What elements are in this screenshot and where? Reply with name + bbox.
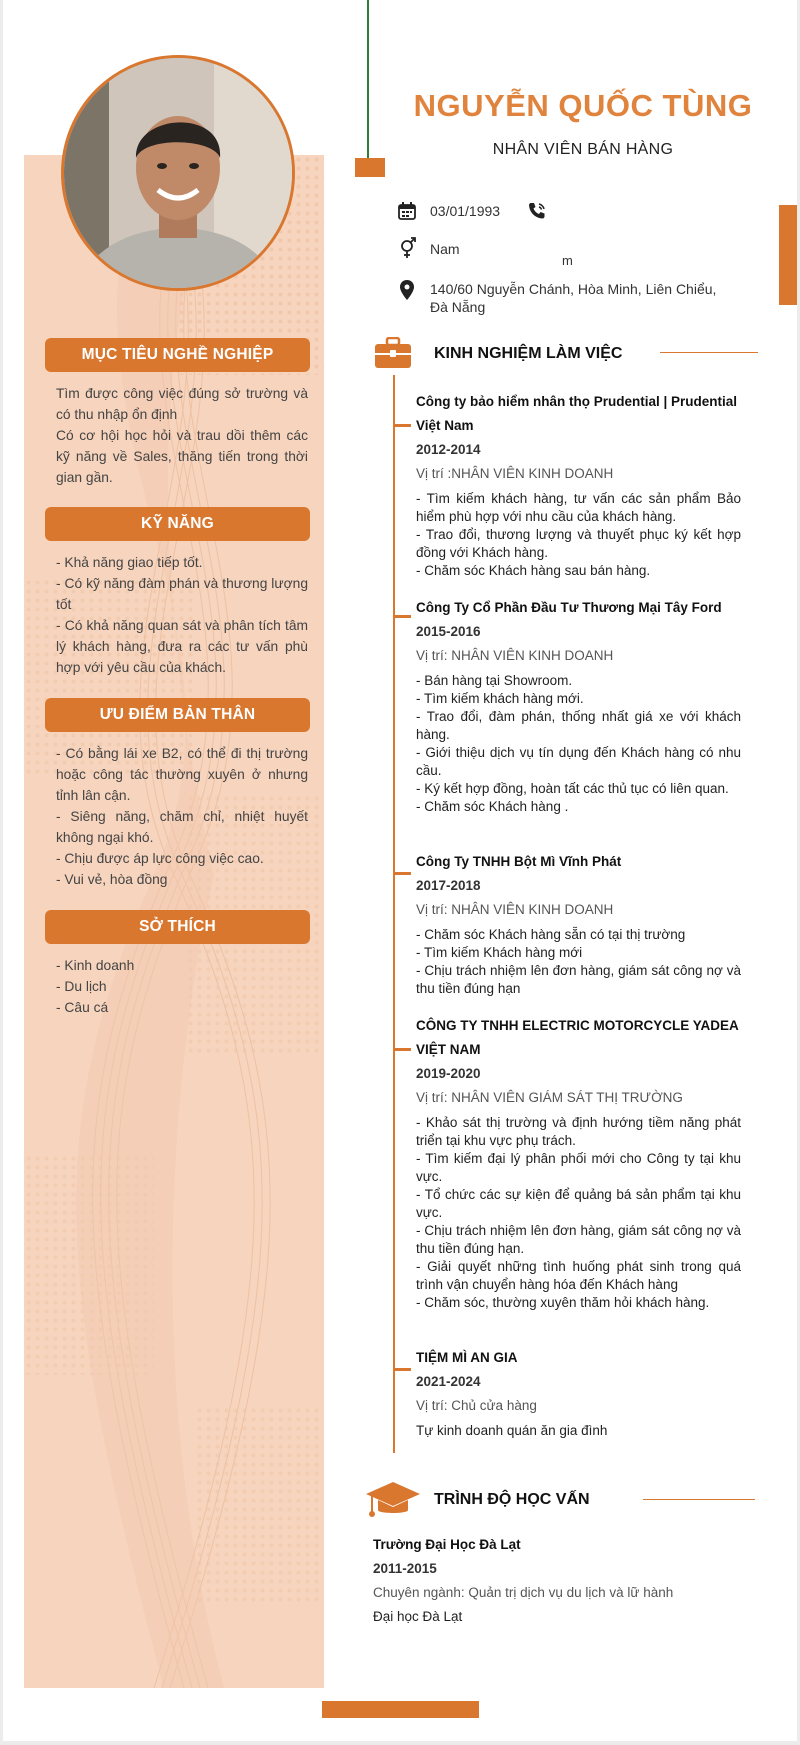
gender-icon (398, 237, 418, 259)
skill-item: - Khả năng giao tiếp tốt. (56, 555, 203, 570)
duty-item: - Tìm kiếm khách hàng mới. (416, 691, 584, 706)
accent-square (355, 158, 385, 177)
cv-page (3, 0, 797, 1741)
hobby-item: - Câu cá (56, 1000, 109, 1015)
hobby-item: - Du lịch (56, 979, 107, 994)
duty-item: - Tổ chức các sự kiện để quảng bá sản phẩm tại khu vực. (416, 1187, 741, 1220)
duty-item: - Chịu trách nhiệm lên đơn hàng, giám sát công nợ và thu tiền đúng hạn (416, 963, 741, 996)
candidate-name: NGUYỄN QUỐC TÙNG (413, 88, 753, 123)
job-entry (416, 1014, 741, 1312)
skills-title: KỸ NĂNG (45, 507, 310, 541)
job-years: 2015-2016 (416, 624, 481, 639)
job-duties (416, 1422, 741, 1440)
duty-item: - Ký kết hợp đồng, hoàn tất các thủ tục có liên quan. (416, 781, 729, 796)
duty-item: - Tìm kiếm Khách hàng mới (416, 945, 583, 960)
skill-item: - Có khả năng quan sát và phân tích tâm lý khách hàng, đưa ra các tư vấn phù hợp với yêu cầu của khách. (56, 618, 308, 675)
duty-item: Tự kinh doanh quán ăn gia đình (416, 1423, 608, 1438)
graduation-cap-icon (364, 1480, 422, 1522)
education-entry (373, 1533, 753, 1627)
duty-item: - Tìm kiếm khách hàng, tư vấn các sản phẩm Bảo hiểm phù hợp với nhu cầu của khách hàng. (416, 491, 741, 524)
job-position: Vị trí: NHÂN VIÊN KINH DOANH (416, 648, 614, 663)
skill-item: - Có kỹ năng đàm phán và thương lượng tốt (56, 576, 308, 612)
job-duties (416, 672, 741, 816)
timeline-tick (393, 1048, 411, 1051)
calendar-icon (398, 202, 416, 220)
job-company: Công ty bảo hiểm nhân thọ Prudential | Prudential Việt Nam (416, 394, 738, 433)
duty-item: - Chăm sóc Khách hàng . (416, 799, 569, 814)
hobbies-list (56, 955, 308, 1018)
skills-list (56, 552, 308, 678)
objective-text (56, 383, 308, 488)
duty-item: - Bán hàng tại Showroom. (416, 673, 573, 688)
education-school: Trường Đại Học Đà Lạt (373, 1537, 521, 1552)
hobby-item: - Kinh doanh (56, 958, 135, 973)
job-position: Vị trí: Chủ cửa hàng (416, 1398, 537, 1413)
briefcase-icon (374, 337, 412, 369)
address-line-1: 140/60 Nguyễn Chánh, Hòa Minh, Liên Chiểu, (430, 281, 717, 297)
job-years: 2019-2020 (416, 1066, 481, 1081)
duty-item: - Chăm sóc Khách hàng sẵn có tại thị trường (416, 927, 686, 942)
duty-item: - Giới thiệu dịch vụ tín dụng đến Khách hàng có nhu cầu. (416, 745, 741, 778)
contact-fragment: m (562, 253, 573, 268)
job-position: Vị trí :NHÂN VIÊN KINH DOANH (416, 466, 614, 481)
education-heading: TRÌNH ĐỘ HỌC VẤN (434, 1491, 590, 1508)
job-entry (416, 1346, 741, 1440)
avatar-photo (61, 55, 295, 291)
education-heading-rule (643, 1499, 755, 1500)
job-company: Công Ty Cổ Phần Đầu Tư Thương Mại Tây Ford (416, 600, 722, 615)
duty-item: - Chăm sóc Khách hàng sau bán hàng. (416, 563, 651, 578)
job-duties (416, 926, 741, 998)
experience-heading-rule (660, 352, 758, 353)
bottom-accent-bar (322, 1701, 479, 1718)
job-years: 2012-2014 (416, 442, 481, 457)
job-duties (416, 490, 741, 580)
strength-item: - Chịu được áp lực công việc cao. (56, 851, 264, 866)
education-degree: Đại học Đà Lạt (373, 1609, 463, 1624)
duty-item: - Chăm sóc, thường xuyên thăm hỏi khách hàng. (416, 1295, 710, 1310)
experience-heading: KINH NGHIỆM LÀM VIỆC (434, 345, 623, 362)
education-years: 2011-2015 (373, 1561, 437, 1576)
timeline-tick (393, 424, 411, 427)
hobbies-title: SỞ THÍCH (45, 910, 310, 944)
strength-item: - Vui vẻ, hòa đồng (56, 872, 168, 887)
top-accent-line (367, 0, 369, 158)
phone-icon (527, 201, 547, 221)
strength-item: - Có bằng lái xe B2, có thể đi thị trường hoặc công tác thường xuyên ở nhưng tỉnh lân cận. (56, 746, 308, 803)
gender-value: Nam (430, 241, 460, 257)
objective-line-2: Có cơ hội học hỏi và trau dồi thêm các kỹ năng về Sales, thăng tiến trong thời gian gần. (56, 428, 308, 485)
job-title: NHÂN VIÊN BÁN HÀNG (492, 141, 674, 158)
birthday-value: 03/01/1993 (430, 203, 501, 219)
duty-item: - Giải quyết những tình huống phát sinh trong quá trình vận chuyển hàng hóa đến Khách hàng (416, 1259, 741, 1292)
location-pin-icon (400, 280, 414, 300)
timeline-tick (393, 1368, 411, 1371)
job-duties (416, 1114, 741, 1312)
experience-timeline (393, 375, 395, 1453)
duty-item: - Trao đổi, đàm phán, thống nhất giá xe với khách hàng. (416, 709, 741, 742)
job-company: Công Ty TNHH Bột Mì Vĩnh Phát (416, 854, 622, 869)
objective-title: MỤC TIÊU NGHỀ NGHIỆP (45, 338, 310, 372)
duty-item: - Tìm kiếm đại lý phân phối mới cho Công ty tại khu vực. (416, 1151, 741, 1184)
address-line-2: Đà Nẵng (430, 299, 486, 315)
job-entry (416, 390, 741, 580)
job-years: 2021-2024 (416, 1374, 481, 1389)
duty-item: - Trao đổi, thương lượng và thuyết phục ký kết hợp đồng với Khách hàng. (416, 527, 741, 560)
job-position: Vị trí: NHÂN VIÊN KINH DOANH (416, 902, 614, 917)
right-edge-tab (779, 205, 797, 305)
strengths-title: ƯU ĐIỂM BẢN THÂN (45, 698, 310, 732)
job-entry (416, 850, 741, 998)
avatar-illustration (64, 58, 292, 288)
job-years: 2017-2018 (416, 878, 481, 893)
job-company: TIỆM MÌ AN GIA (416, 1350, 518, 1365)
duty-item: - Chịu trách nhiệm lên đơn hàng, giám sát công nợ và thu tiền đúng hạn. (416, 1223, 741, 1256)
objective-line-1: Tìm được công việc đúng sở trường và có thu nhập ổn định (56, 386, 308, 422)
strength-item: - Siêng năng, chăm chỉ, nhiệt huyết không ngại khó. (56, 809, 308, 845)
strengths-list (56, 743, 308, 890)
duty-item: - Khảo sát thị trường và định hướng tiềm năng phát triển tại khu vực phụ trách. (416, 1115, 741, 1148)
timeline-tick (393, 872, 411, 875)
job-entry (416, 596, 741, 816)
timeline-tick (393, 615, 411, 618)
job-company: CÔNG TY TNHH ELECTRIC MOTORCYCLE YADEA VIỆT NAM (416, 1018, 739, 1057)
education-major: Chuyên ngành: Quản trị dịch vụ du lịch và lữ hành (373, 1585, 674, 1600)
job-position: Vị trí: NHÂN VIÊN GIÁM SÁT THỊ TRƯỜNG (416, 1090, 683, 1105)
